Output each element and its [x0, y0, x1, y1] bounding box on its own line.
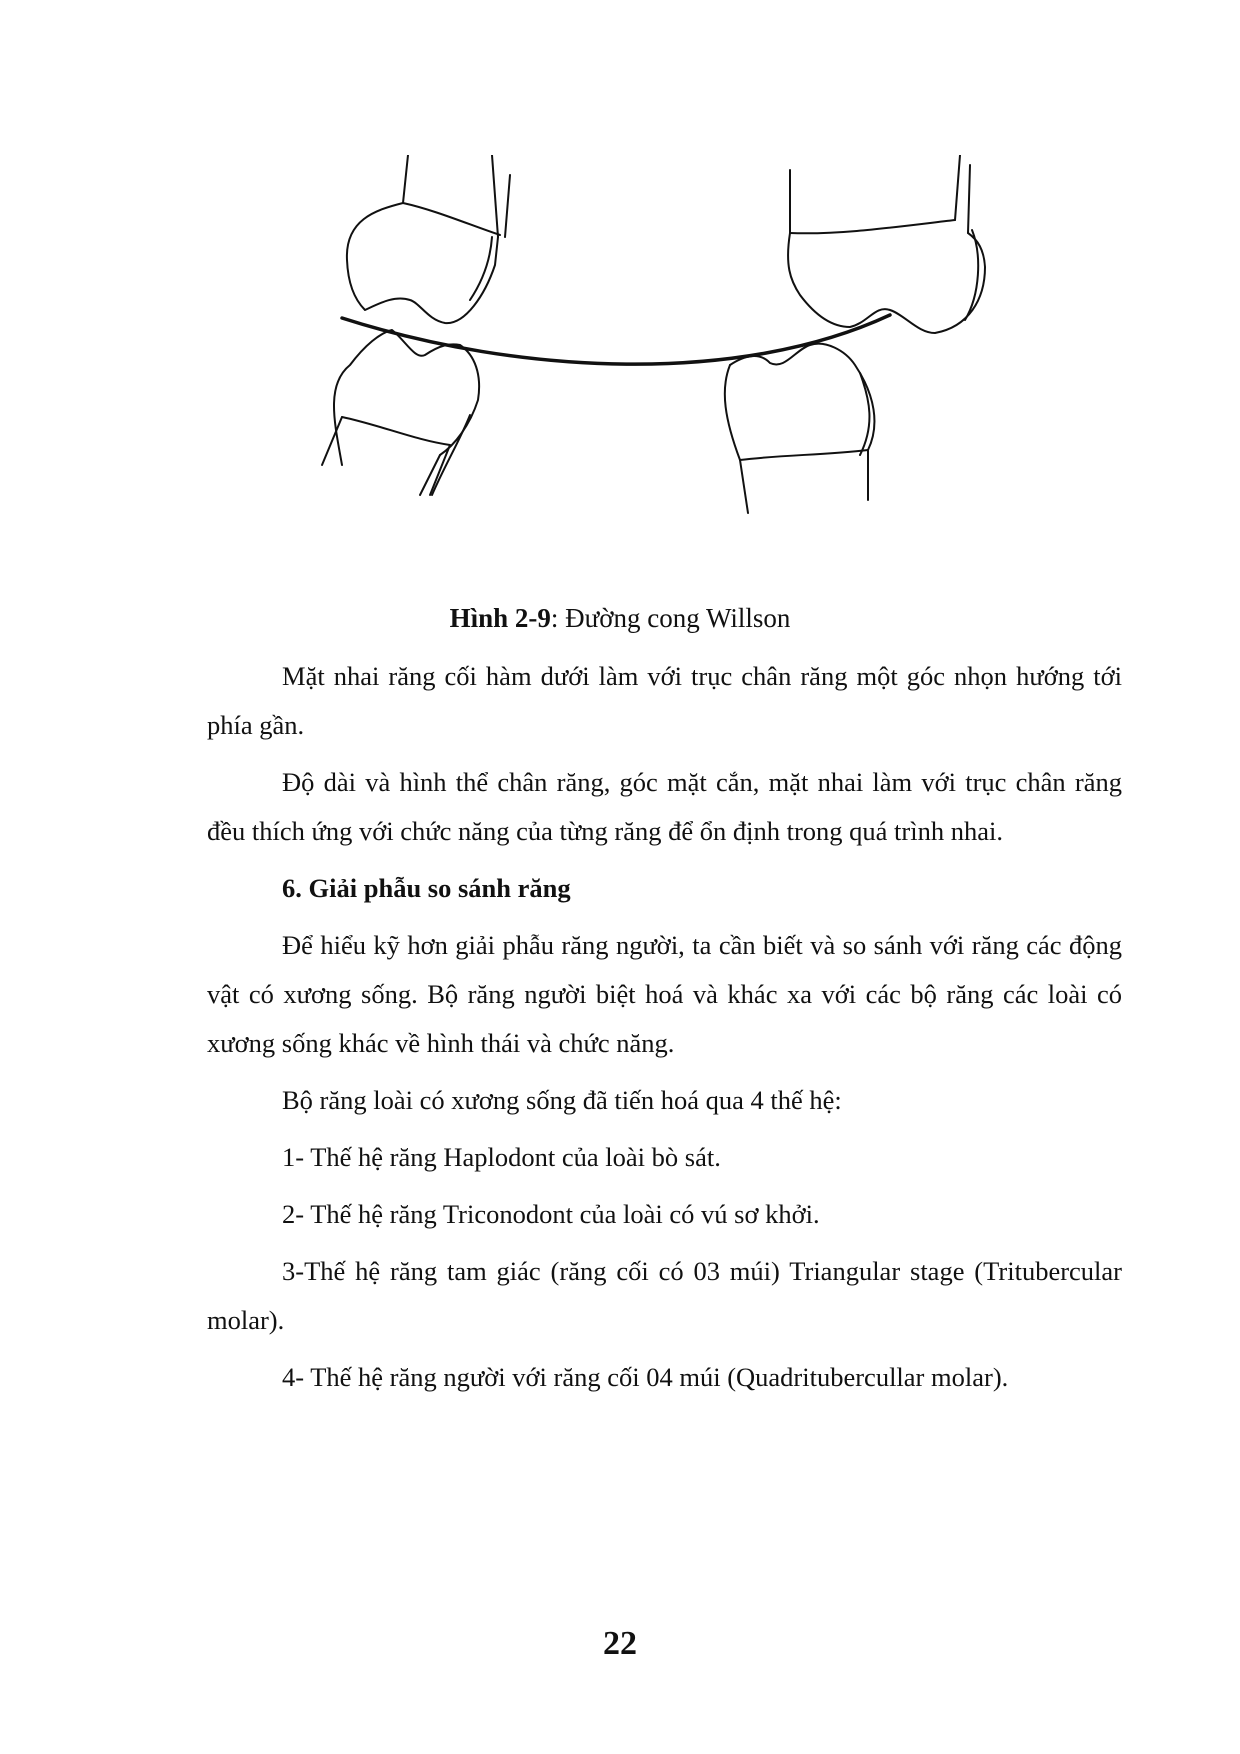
body-text-block: [207, 652, 1122, 1402]
list-item: 2- Thế hệ răng Triconodont của loài có vú sơ khởi.: [282, 1199, 820, 1229]
paragraph: Bộ răng loài có xương sống đã tiến hoá qua 4 thế hệ:: [282, 1085, 842, 1115]
caption-text: Đường cong Willson: [565, 603, 791, 633]
list-item: 4- Thế hệ răng người với răng cối 04 múi (Quadritubercullar molar).: [282, 1362, 1009, 1392]
list-item: 3-Thế hệ răng tam giác (răng cối có 03 múi) Triangular stage (Tritubercular molar).: [207, 1256, 1122, 1335]
lower-left-tooth: [322, 330, 479, 495]
caption-label: Hình 2-9: [449, 603, 551, 633]
upper-right-tooth: [788, 155, 985, 333]
paragraph: Độ dài và hình thể chân răng, góc mặt cắn, mặt nhai làm với trục chân răng đều thích ứng với chức năng của từng răng để ổn định trong quá trình nhai.: [207, 767, 1122, 846]
list-item: 1- Thế hệ răng Haplodont của loài bò sát.: [282, 1142, 721, 1172]
upper-left-tooth: [347, 155, 510, 323]
willson-curve-figure: [320, 155, 1010, 580]
section-heading: 6. Giải phẫu so sánh răng: [282, 873, 571, 903]
teeth-illustration: [320, 155, 1010, 580]
caption-separator: :: [550, 603, 566, 633]
lower-right-tooth: [725, 344, 875, 513]
paragraph: Để hiểu kỹ hơn giải phẫu răng người, ta cần biết và so sánh với răng các động vật có xương sống. Bộ răng người biệt hoá và khác xa với các bộ răng các loài có xương sống khác về hình thái và chức năng.: [207, 930, 1122, 1058]
figure-caption: [0, 600, 1240, 636]
willson-curve-line: [342, 315, 890, 364]
paragraph: Mặt nhai răng cối hàm dưới làm với trục chân răng một góc nhọn hướng tới phía gần.: [207, 661, 1122, 740]
page-number: 22: [603, 1625, 637, 1662]
